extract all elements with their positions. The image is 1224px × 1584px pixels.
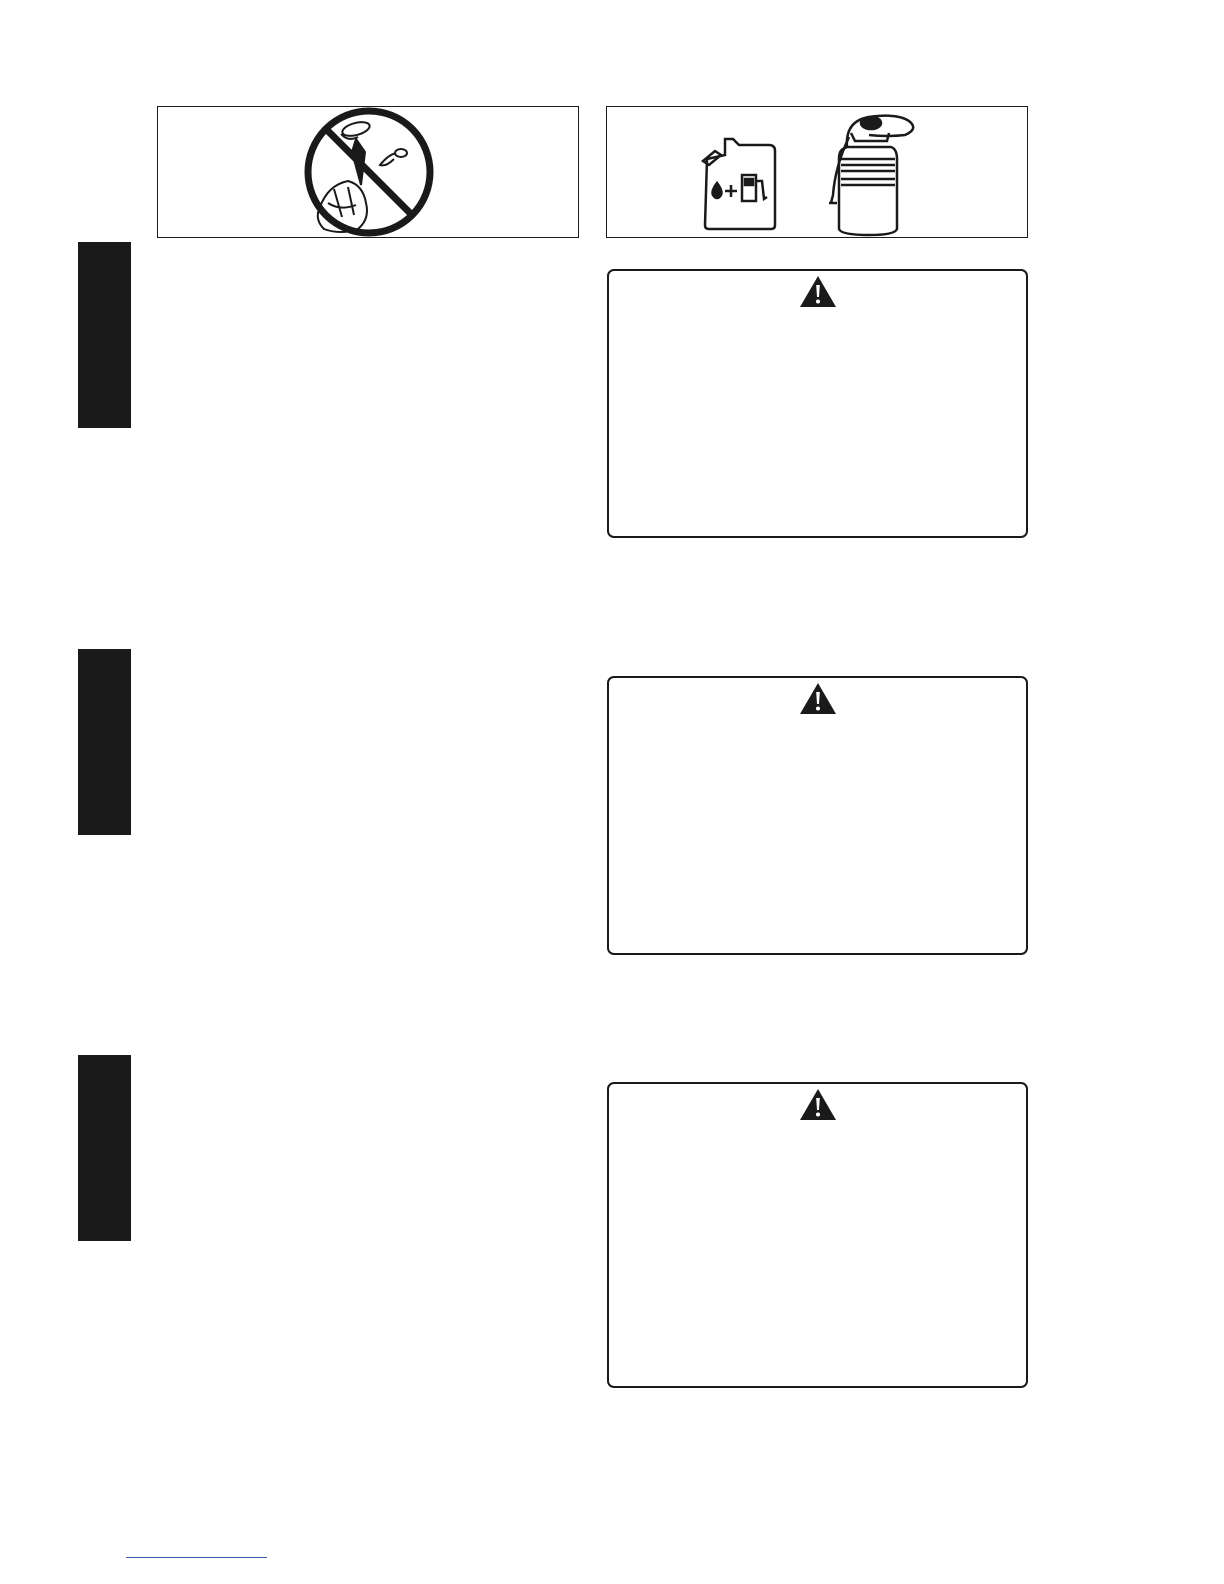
warning-box-1 xyxy=(607,269,1028,538)
warning-triangle-icon xyxy=(799,682,837,715)
fire-extinguisher-icon xyxy=(829,116,913,235)
warning-triangle-icon xyxy=(799,1088,837,1121)
fuel-can-icon xyxy=(703,139,775,229)
side-tab-1 xyxy=(78,242,131,428)
no-loose-clothing-figure xyxy=(157,106,579,238)
warning-triangle-icon xyxy=(799,275,837,308)
side-tab-2 xyxy=(78,649,131,835)
warning-box-2 xyxy=(607,676,1028,955)
prohibition-icon xyxy=(158,107,578,237)
footer-rule xyxy=(126,1557,267,1558)
side-tab-3 xyxy=(78,1055,131,1241)
fuel-extinguisher-drawing xyxy=(607,107,1027,237)
warning-box-3 xyxy=(607,1082,1028,1388)
fuel-extinguisher-figure xyxy=(606,106,1028,238)
